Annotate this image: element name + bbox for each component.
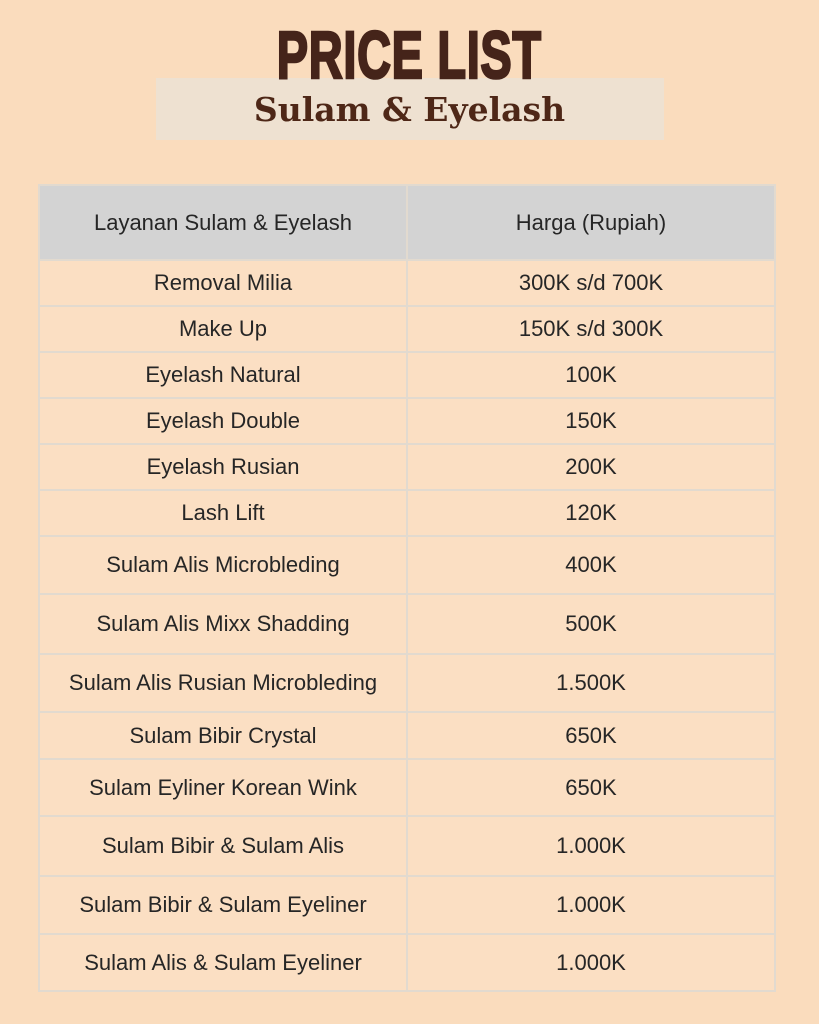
table-row [40, 397, 774, 443]
page-title: PRICE LIST [277, 18, 542, 93]
service-price: 1.500K [556, 670, 626, 695]
subtitle: Sulam & Eyelash [253, 89, 566, 129]
table-row [40, 535, 774, 593]
service-price: 120K [565, 500, 617, 525]
service-name: Eyelash Rusian [40, 445, 408, 489]
service-price: 400K [565, 552, 617, 577]
service-name: Sulam Alis Microbleding [40, 537, 408, 593]
service-name: Eyelash Natural [40, 353, 408, 397]
service-name: Sulam Alis & Sulam Eyeliner [40, 935, 408, 990]
service-price: 500K [565, 611, 617, 636]
service-name: Sulam Eyliner Korean Wink [40, 760, 408, 815]
table-header-row [40, 186, 774, 259]
service-price: 150K [565, 408, 617, 433]
service-name: Sulam Alis Rusian Microbleding [40, 655, 408, 711]
service-price: 100K [565, 362, 617, 387]
table-row [40, 815, 774, 875]
table-row [40, 758, 774, 815]
title-section [0, 0, 819, 93]
service-price: 650K [565, 722, 617, 748]
service-price: 1.000K [556, 833, 626, 858]
price-table [38, 184, 776, 992]
table-row [40, 305, 774, 351]
table-row [40, 489, 774, 535]
service-price: 300K s/d 700K [518, 270, 664, 295]
column-header-service: Layanan Sulam & Eyelash [40, 186, 408, 259]
service-name: Eyelash Double [40, 399, 408, 443]
service-name: Sulam Bibir & Sulam Alis [40, 817, 408, 875]
table-row [40, 259, 774, 305]
service-name: Removal Milia [40, 261, 408, 305]
service-name: Make Up [40, 307, 408, 351]
service-name: Sulam Bibir Crystal [40, 713, 408, 758]
service-price: 200K [565, 454, 617, 479]
table-row [40, 711, 774, 758]
table-row [40, 443, 774, 489]
service-price: 1.000K [556, 892, 626, 917]
table-row [40, 875, 774, 933]
column-header-price: Harga (Rupiah) [515, 209, 667, 235]
service-price: 150K s/d 300K [518, 316, 664, 341]
table-row [40, 653, 774, 711]
table-body [40, 259, 774, 990]
service-price: 650K [565, 774, 617, 800]
service-name: Lash Lift [40, 491, 408, 535]
service-name: Sulam Alis Mixx Shadding [40, 595, 408, 653]
table-row [40, 351, 774, 397]
table-row [40, 593, 774, 653]
service-name: Sulam Bibir & Sulam Eyeliner [40, 877, 408, 933]
table-row [40, 933, 774, 990]
service-price: 1.000K [556, 949, 626, 975]
